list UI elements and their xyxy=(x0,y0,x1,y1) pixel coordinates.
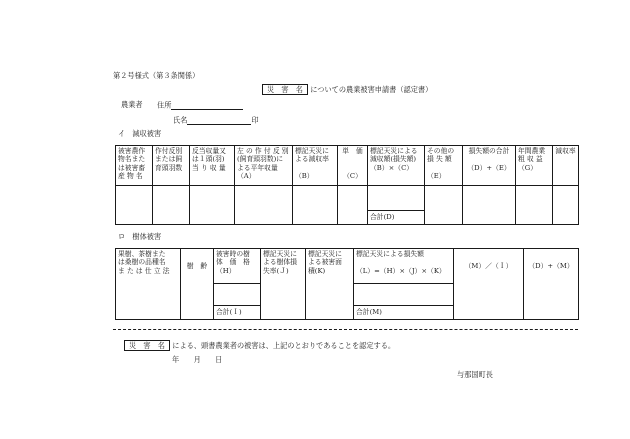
certification-disaster-box: 災 害 名 xyxy=(124,340,170,351)
total-d-cell: 合計(D) xyxy=(368,211,425,225)
header-ratio-m-i: （M）／（Ｉ） xyxy=(454,249,524,284)
cell-variety[interactable] xyxy=(116,284,181,320)
tree-damage-header-row xyxy=(116,249,579,284)
cell-other-loss[interactable] xyxy=(425,186,463,225)
certification-date: 年 月 日 xyxy=(172,355,223,364)
cell-normal-yield[interactable] xyxy=(235,186,293,225)
cell-yield-reduction-rate[interactable] xyxy=(553,186,579,225)
form-title xyxy=(262,86,432,95)
header-yield-per-unit: 反当収量又 は１頭(羽) 当 り 収 量 xyxy=(190,146,235,186)
disaster-name-box: 災 害 名 xyxy=(262,84,308,95)
section-crop-loss-title: イ 減収被害 xyxy=(118,129,162,138)
cell-planted-area[interactable] xyxy=(153,186,190,225)
cell-tree-age[interactable] xyxy=(181,284,214,320)
total-i-cell: 合計(Ｉ) xyxy=(214,306,261,320)
header-damaged-area-k: 標記天災に よる被害面 積(K) xyxy=(306,249,354,284)
header-loss-amount-bc: 標記天災による 減収額(損失額) （B）×（C） xyxy=(368,146,425,186)
address-field[interactable] xyxy=(171,101,243,110)
header-yield-reduction-rate: 減収率 xyxy=(553,146,579,186)
seal-mark: 印 xyxy=(251,115,259,125)
tree-damage-table xyxy=(115,248,579,320)
cell-unit-price[interactable] xyxy=(338,186,368,225)
address-line xyxy=(157,101,243,110)
applicant-label: 農業者 xyxy=(121,100,143,109)
crop-loss-table xyxy=(115,145,579,225)
section-tree-damage-title: ロ 樹体被害 xyxy=(118,232,162,241)
header-other-loss-e: その他の 損 失 額 （E） xyxy=(425,146,463,186)
header-planted-area: 作付反別 または飼 育頭羽数 xyxy=(153,146,190,186)
header-variety: 果樹、茶樹また は桑樹の品種名 ま た は 仕 立 法 xyxy=(116,249,181,284)
certification-statement xyxy=(124,342,395,351)
address-label: 住所 xyxy=(157,100,172,110)
cell-damaged-area[interactable] xyxy=(306,284,354,320)
header-sum-d-m: （D）+（M） xyxy=(524,249,579,284)
cell-annual-income[interactable] xyxy=(516,186,553,225)
header-tree-age: 樹 齢 xyxy=(181,249,214,284)
tree-damage-data-row xyxy=(116,284,579,306)
header-total-loss-de: 損失額の合計 （D）+（E） xyxy=(463,146,516,186)
header-loss-amount-l: 標記天災による損失額 （L）=（H）×（J）×（K） xyxy=(354,249,454,284)
header-normal-yield-a: 左 の 作 付 反 別 (飼育頭羽数)に よる平年収量 （A） xyxy=(235,146,293,186)
form-number: 第２号様式（第３条関係） xyxy=(113,71,200,80)
header-tree-loss-rate-j: 標記天災に よる樹体損 失率(Ｊ) xyxy=(261,249,306,284)
header-annual-income-g: 年間農業 粗 収 益 （G） xyxy=(516,146,553,186)
cell-tree-value[interactable] xyxy=(214,284,261,306)
cell-total-loss[interactable] xyxy=(463,186,516,225)
name-label: 氏名 xyxy=(173,115,188,125)
header-unit-price-c: 単 価 （C） xyxy=(338,146,368,186)
certification-text: による、頭書農業者の被害は、上記のとおりであることを認定する。 xyxy=(172,341,396,350)
cell-yield-per-unit[interactable] xyxy=(190,186,235,225)
crop-loss-header-row xyxy=(116,146,579,186)
header-crop-name: 被害農作 物名また は被害畜 産 物 名 xyxy=(116,146,153,186)
header-tree-value-h: 被害時の樹 体 価 格 （H） xyxy=(214,249,261,284)
cell-loss-amount-l[interactable] xyxy=(354,284,454,306)
name-line xyxy=(173,116,259,125)
cell-tree-loss-rate[interactable] xyxy=(261,284,306,320)
cell-sum-d-m[interactable] xyxy=(524,284,579,320)
cell-loss-amount[interactable] xyxy=(368,186,425,211)
cell-ratio-m-i[interactable] xyxy=(454,284,524,320)
name-field[interactable] xyxy=(187,116,251,125)
header-loss-rate-b: 標記天災に よる減収率 （B） xyxy=(293,146,338,186)
cell-loss-rate[interactable] xyxy=(293,186,338,225)
issuer-name: 与那国町長 xyxy=(457,370,493,379)
form-title-text: についての農業被害申請書（認定書） xyxy=(310,85,433,94)
dashed-separator xyxy=(113,329,578,330)
crop-loss-data-row xyxy=(116,186,579,211)
total-m-cell: 合計(M) xyxy=(354,306,454,320)
cell-crop-name[interactable] xyxy=(116,186,153,225)
